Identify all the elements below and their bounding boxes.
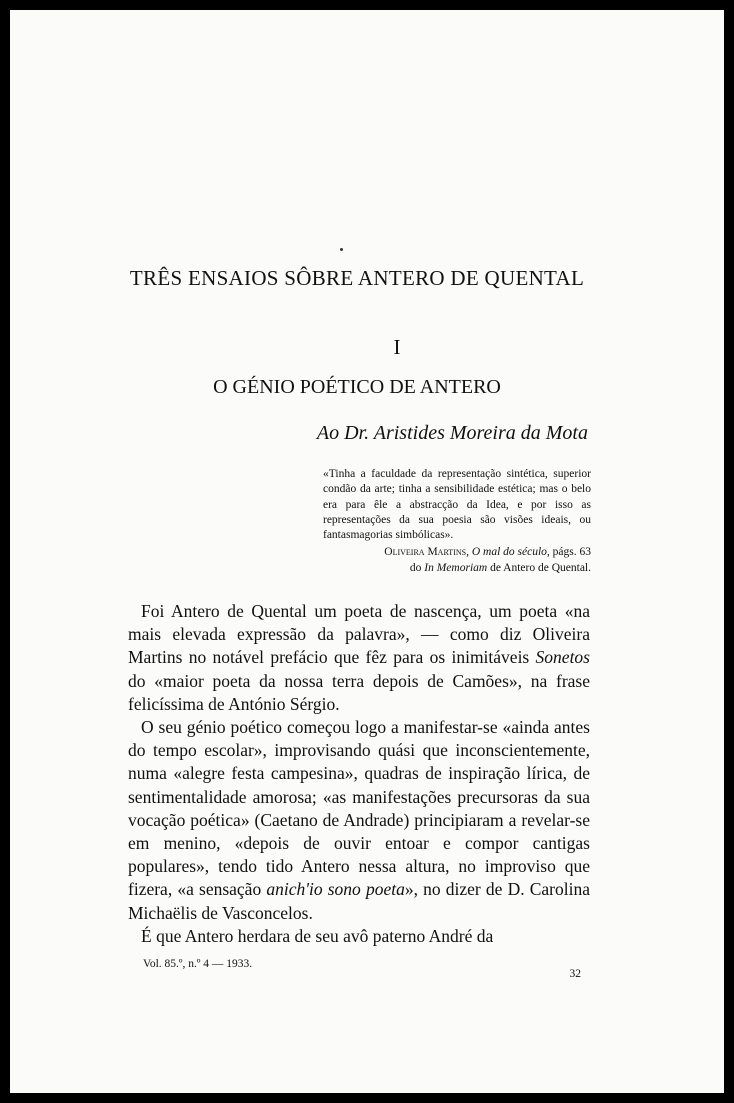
p1-italic: Sonetos [535,647,590,668]
p1-text-b: do «maior poeta da nossa terra depois de Camões», na frase felicíssima de António Sérgio. [128,670,590,714]
p2-italic: anich'io sono poeta [266,879,405,900]
epigraph-source [323,545,591,560]
dedication: Ao Dr. Aristides Moreira da Mota [316,422,588,444]
paragraph-2 [128,716,590,925]
epigraph-pages: págs. 63 [552,546,591,559]
paragraph-1 [128,600,590,716]
epigraph-line2-prefix: do [409,561,422,574]
epigraph-quote: «Tinha a faculdade da representação sintética, superior condão da arte; tinha a sensibilidade estética; mas o belo era para êle a abstracção da Idea, e por isso as representações da sua poesia são visões ideais, ou fantasmagorias simbólicas». [323,468,591,542]
section-numeral: I [393,335,401,359]
body-text [128,600,590,948]
paragraph-3: É que Antero herdara de seu avô paterno André da [141,925,494,946]
epigraph-line2-work: In Memoriam [424,561,488,574]
epigraph-work: O mal do século, [471,546,550,559]
p2-text-b: », no dizer de D. Carolina Michaëlis de Vasconcelos. [128,879,590,923]
volume-info: Vol. 85.º, n.º 4 — 1933. [143,958,253,970]
page-number: 32 [569,968,581,980]
epigraph-author: Oliveira Martins, [384,546,469,559]
essay-title: TRÊS ENSAIOS SÔBRE ANTERO DE QUENTAL [129,266,585,290]
epigraph-line2-suffix: de Antero de Quental. [490,561,591,574]
epigraph [323,467,591,576]
epigraph-source-line2 [323,561,591,576]
ink-speck [340,248,343,251]
section-subtitle: O GÉNIO POÉTICO DE ANTERO [213,376,501,398]
p1-text-a: Foi Antero de Quental um poeta de nascença, um poeta «na mais elevada expressão da palavra», — como diz Oliveira Martins no notável prefácio que fêz para os inimitáveis [128,601,590,668]
p2-text-a: O seu génio poético começou logo a manifestar-se «ainda antes do tempo escolar», improvisando quási que inconscientemente, numa «alegre festa campesina», quadras de inspiração lírica, de sentimentalidade amorosa; «as manifestações precursoras da sua vocação poética» (Caetano de Andrade) principiaram a revelar-se em menino, «depois de ouvir entoar e compor cantigas populares», tendo tido Antero nessa altura, no improviso que fizera, «a sensação [128,717,590,900]
document-page [10,10,724,1093]
